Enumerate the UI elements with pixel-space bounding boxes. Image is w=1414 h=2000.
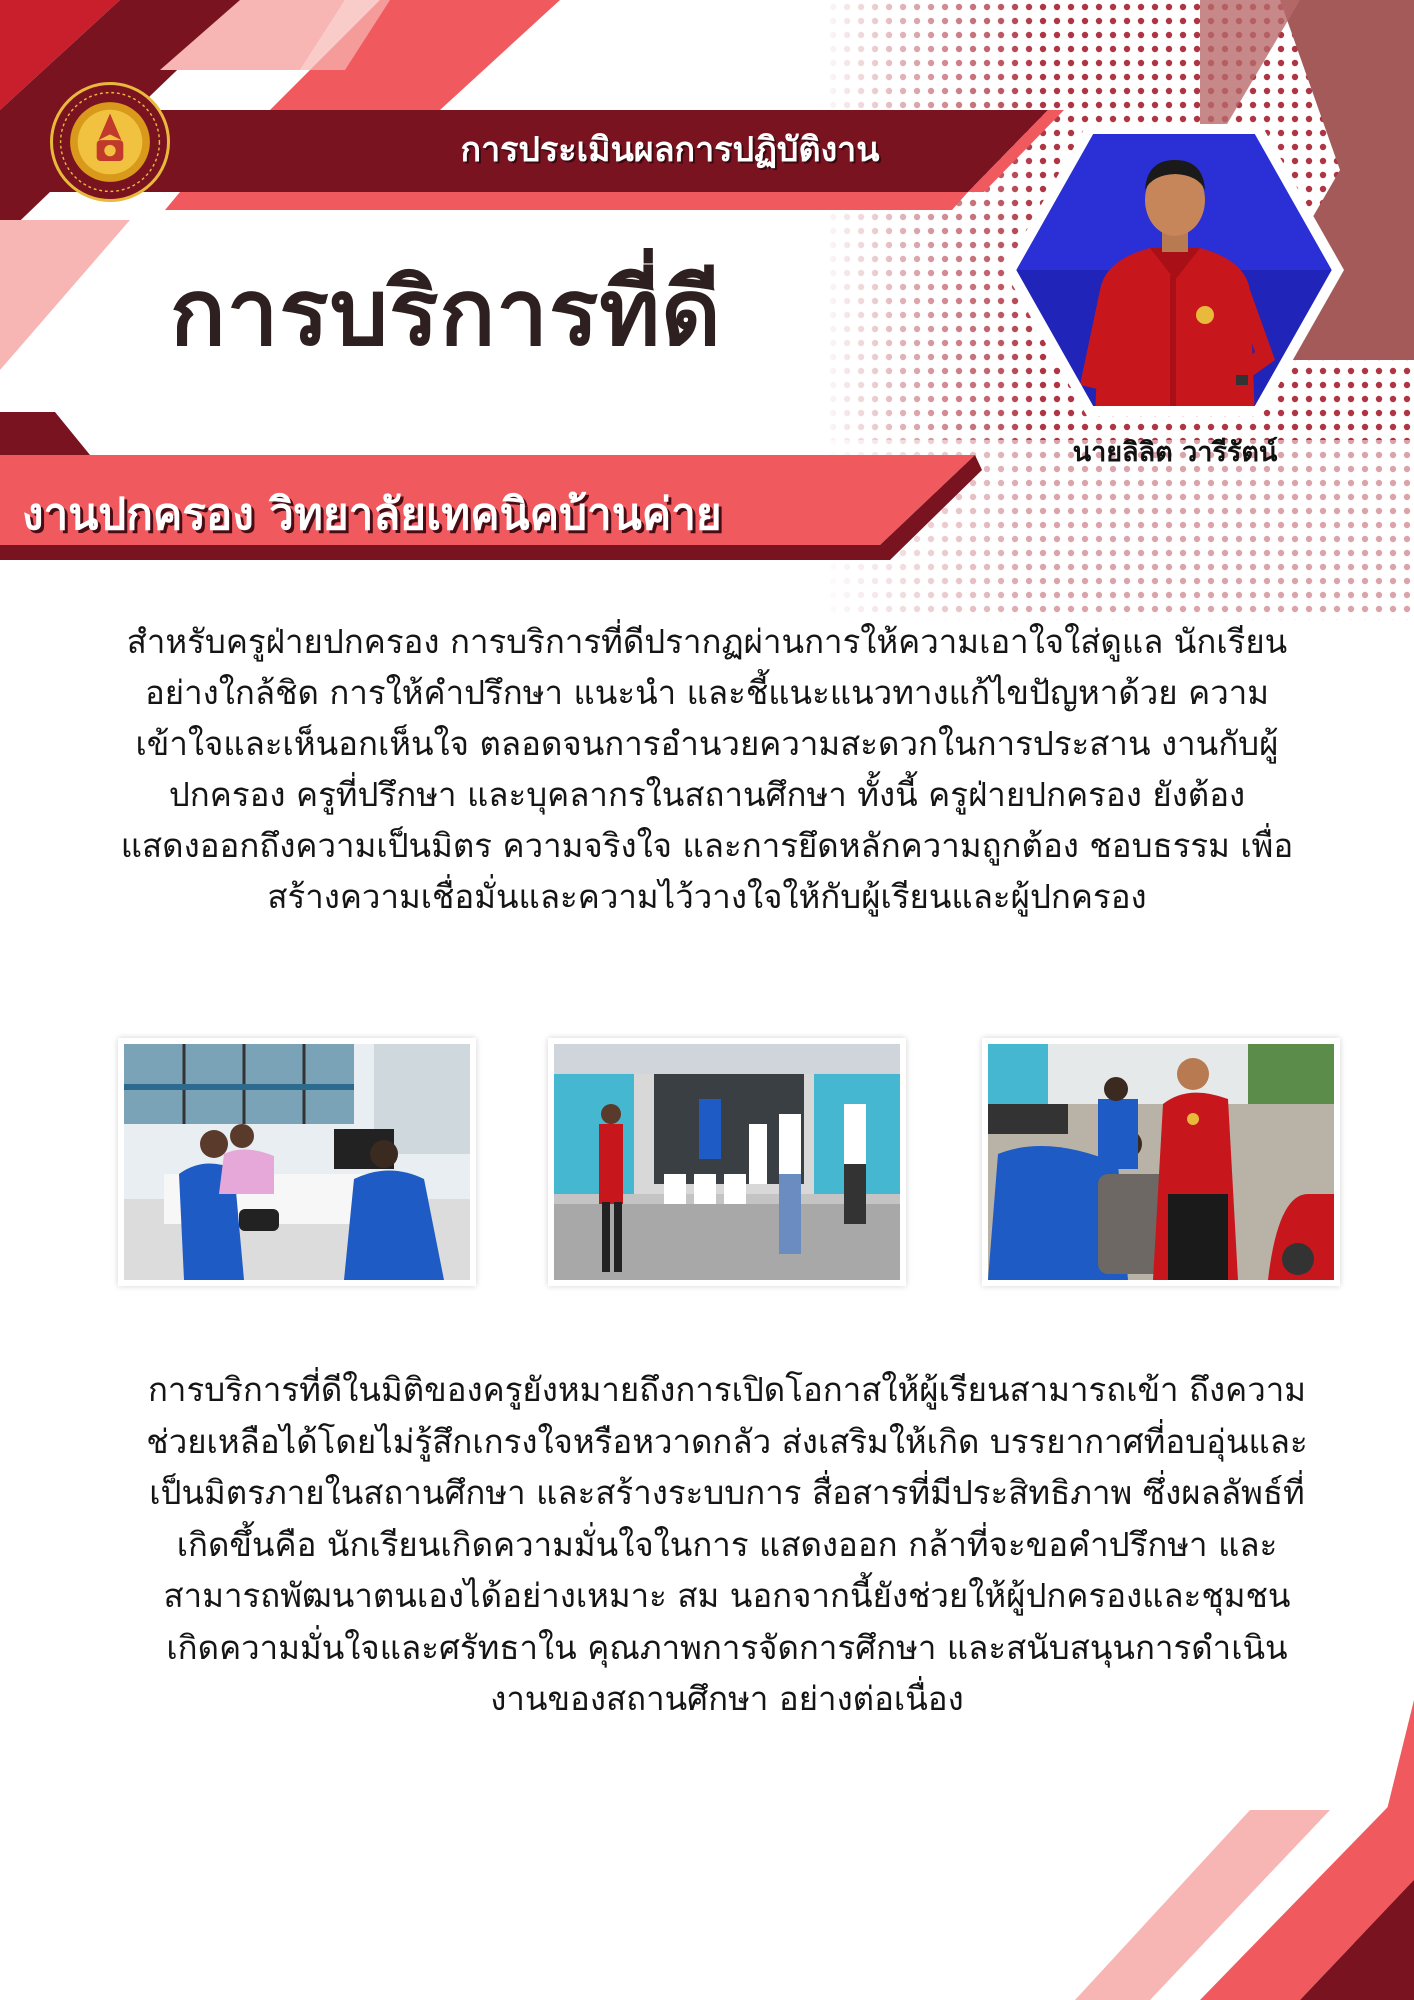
department-title: งานปกครอง วิทยาลัยเทคนิคบ้านค่าย xyxy=(22,489,722,540)
photo-students-outside xyxy=(548,1038,906,1286)
banner-title: การประเมินผลการปฏิบัติงาน xyxy=(460,130,880,170)
body-paragraph-2: การบริการที่ดีในมิติของครูยังหมายถึงการเปิดโอกาสให้ผู้เรียนสามารถเข้า ถึงความช่วยเหลือได้โดยไม่รู้สึกเกรงใจหรือหวาดกลัว ส่งเสริมให้เกิด บรรยากาศที่อบอุ่นและเป็นมิตรภายในสถานศึกษา และสร้างระบบการ สื่อสารที่มีประสิทธิภาพ ซึ่งผลลัพธ์ที่เกิดขึ้นคือ นักเรียนเกิดความมั่นใจในการ แสดงออก กล้าที่จะขอคำปรึกษา และสามารถพัฒนาตนเองได้อย่างเหมาะ สม นอกจากนี้ยังช่วยให้ผู้ปกครองและชุมชนเกิดความมั่นใจและศรัทธาใน คุณภาพการจัดการศึกษา และสนับสนุนการดำเนินงานของสถานศึกษา อย่างต่อเนื่อง xyxy=(146,1370,1308,1718)
person-name: นายลิลิต วารีรัตน์ xyxy=(1072,437,1278,468)
body-paragraph-1: สำหรับครูฝ่ายปกครอง การบริการที่ดีปรากฏผ่านการให้ความเอาใจใส่ดูแล นักเรียนอย่างใกล้ชิด การให้คำปรึกษา แนะนำ และชี้แนะแนวทางแก้ไขปัญหาด้วย ความเข้าใจและเห็นอกเห็นใจ ตลอดจนการอำนวยความสะดวกในการประสาน งานกับผู้ปกครอง ครูที่ปรึกษา และบุคลากรในสถานศึกษา ทั้งนี้ ครูฝ่ายปกครอง ยังต้องแสดงออกถึงความเป็นมิตร ความจริงใจ และการยึดหลักความถูกต้อง ชอบธรรม เพื่อสร้างความเชื่อมั่นและความไว้วางใจให้กับผู้เรียนและผู้ปกครอง xyxy=(120,622,1294,916)
profile-photo xyxy=(1000,120,1348,420)
photo-students-table xyxy=(118,1038,476,1286)
photo-teacher-motorbike xyxy=(982,1038,1340,1286)
college-emblem-icon xyxy=(50,82,170,202)
page-title: การบริการที่ดี xyxy=(170,259,722,366)
